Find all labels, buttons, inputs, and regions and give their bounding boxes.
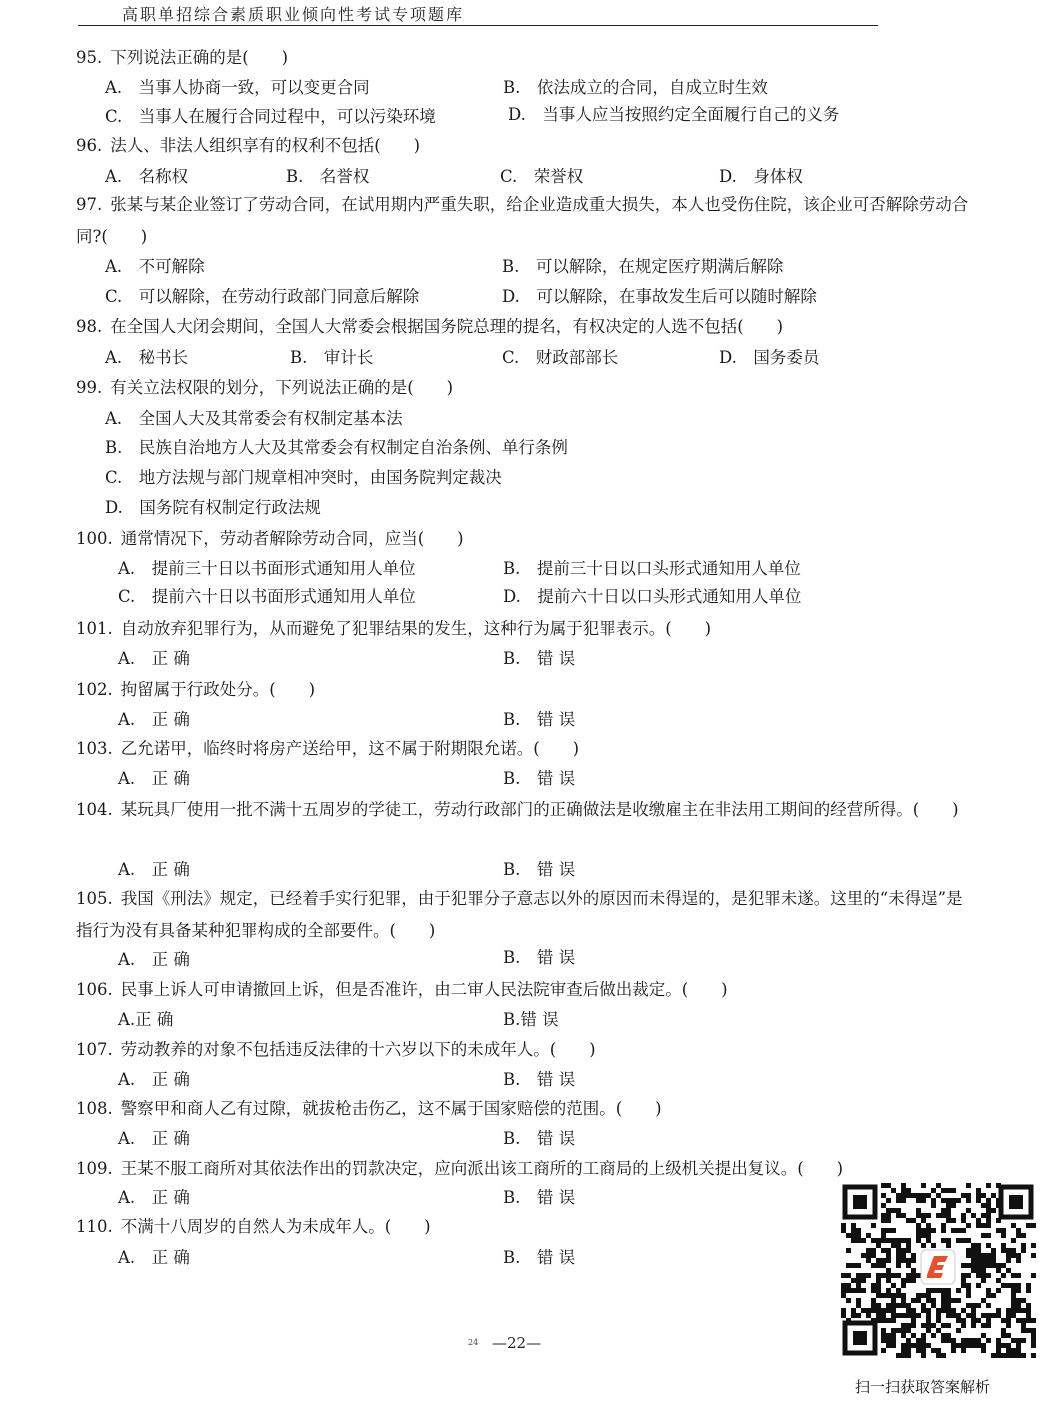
question-number: 103.: [76, 739, 113, 758]
question-number: 107.: [76, 1040, 113, 1059]
question-text: 警察甲和商人乙有过隙，就拔枪击伤乙，这不属于国家赔偿的范围。( ): [120, 1099, 662, 1118]
option-b: B. 可以解除，在规定医疗期满后解除: [502, 257, 784, 276]
option-d: D. 当事人应当按照约定全面履行自己的义务: [508, 105, 840, 124]
question-text: 通常情况下，劳动者解除劳动合同，应当( ): [120, 529, 464, 548]
question-number: 98.: [76, 317, 103, 336]
option-a: A. 正 确: [118, 1070, 190, 1089]
option-a: A.正 确: [118, 1010, 174, 1029]
question-number: 99.: [76, 378, 103, 397]
question-number: 101.: [76, 619, 113, 638]
option-a: A. 全国人大及其常委会有权制定基本法: [105, 409, 403, 428]
option-b: B. 错 误: [503, 1129, 576, 1148]
question-100: [76, 523, 981, 555]
option-a: A. 正 确: [118, 860, 190, 879]
question-text: 乙允诺甲，临终时将房产送给甲，这不属于附期限允诺。( ): [120, 739, 580, 758]
question-number: 97.: [76, 195, 103, 214]
question-text: 自动放弃犯罪行为，从而避免了犯罪结果的发生，这种行为属于犯罪表示。( ): [120, 619, 712, 638]
option-b: B. 依法成立的合同，自成立时生效: [503, 78, 768, 97]
question-text: 在全国人大闭会期间，全国人大常委会根据国务院总理的提名，有权决定的人选不包括( ): [110, 317, 784, 336]
option-b: B.错 误: [503, 1010, 559, 1029]
option-c: C. 财政部部长: [502, 348, 619, 367]
option-d: D. 可以解除，在事故发生后可以随时解除: [502, 287, 817, 306]
question-number: 109.: [76, 1159, 113, 1178]
option-b: B. 错 误: [503, 769, 576, 788]
question-text: 法人、非法人组织享有的权利不包括( ): [110, 136, 421, 155]
header-title: 高职单招综合素质职业倾向性考试专项题库: [122, 5, 465, 24]
option-b: B. 名誉权: [286, 167, 370, 186]
option-a: A. 正 确: [118, 950, 190, 969]
question-98: [76, 311, 981, 343]
option-d: D. 提前六十日以口头形式通知用人单位: [503, 587, 802, 606]
page-number: —22—: [492, 1334, 542, 1352]
question-text: 劳动教养的对象不包括违反法律的十六岁以下的未成年人。( ): [120, 1040, 596, 1059]
question-number: 95.: [76, 48, 103, 67]
option-b: B. 民族自治地方人大及其常委会有权制定自治条例、单行条例: [105, 438, 568, 457]
question-text: 下列说法正确的是( ): [110, 48, 289, 67]
option-a: A. 正 确: [118, 1129, 190, 1148]
question-text: 某玩具厂使用一批不满十五周岁的学徒工，劳动行政部门的正确做法是收缴雇主在非法用工期间的经营所得。( ): [120, 800, 959, 819]
question-number: 108.: [76, 1099, 113, 1118]
option-c: C. 地方法规与部门规章相冲突时，由国务院判定裁决: [105, 468, 502, 487]
option-c: C. 提前六十日以书面形式通知用人单位: [118, 587, 416, 606]
option-a: A. 正 确: [118, 1248, 190, 1267]
question-text: 拘留属于行政处分。( ): [120, 680, 316, 699]
option-d: D. 身体权: [719, 167, 803, 186]
question-number: 102.: [76, 680, 113, 699]
option-a: A. 不可解除: [105, 257, 205, 276]
question-text: 我国《刑法》规定，已经着手实行犯罪，由于犯罪分子意志以外的原因而未得逞的，是犯罪未遂。这里的“未得逞”是指行为没有具备某种犯罪构成的全部要件。( ): [76, 889, 963, 940]
option-a: A. 提前三十日以书面形式通知用人单位: [118, 559, 416, 578]
option-b: B. 错 误: [503, 649, 576, 668]
question-text: 张某与某企业签订了劳动合同，在试用期内严重失职，给企业造成重大损失，本人也受伤住院，该企业可否解除劳动合同?( ): [76, 195, 969, 246]
question-107: [76, 1034, 981, 1066]
question-106: [76, 974, 981, 1006]
qr-code[interactable]: [838, 1180, 1038, 1360]
question-99: [76, 372, 981, 404]
option-c: C. 当事人在履行合同过程中，可以污染环境: [105, 107, 436, 126]
question-96: [76, 130, 981, 162]
question-105: [76, 883, 971, 947]
option-a: A. 正 确: [118, 649, 190, 668]
option-b: B. 提前三十日以口头形式通知用人单位: [503, 559, 801, 578]
option-a: A. 秘书长: [105, 348, 189, 367]
qr-caption: 扫一扫获取答案解析: [855, 1378, 991, 1396]
option-d: D. 国务院有权制定行政法规: [105, 498, 321, 517]
option-a: A. 正 确: [118, 769, 190, 788]
option-b: B. 错 误: [503, 1188, 576, 1207]
option-a: A. 当事人协商一致，可以变更合同: [105, 78, 370, 97]
question-number: 105.: [76, 889, 113, 908]
option-a: A. 正 确: [118, 1188, 190, 1207]
option-b: B. 错 误: [503, 948, 576, 967]
question-104: [76, 794, 971, 826]
question-number: 110.: [76, 1217, 113, 1236]
question-number: 106.: [76, 980, 113, 999]
option-b: B. 错 误: [503, 1248, 576, 1267]
question-text: 民事上诉人可申请撤回上诉，但是否准许，由二审人民法院审查后做出裁定。( ): [120, 980, 728, 999]
page-marker: 24: [468, 1338, 479, 1347]
question-108: [76, 1093, 981, 1125]
option-c: C. 荣誉权: [500, 167, 584, 186]
question-text: 不满十八周岁的自然人为未成年人。( ): [120, 1217, 431, 1236]
question-103: [76, 733, 981, 765]
qr-code-icon: [838, 1180, 1038, 1360]
option-a: A. 正 确: [118, 710, 190, 729]
option-b: B. 错 误: [503, 1070, 576, 1089]
question-number: 96.: [76, 136, 103, 155]
question-text: 王某不服工商所对其依法作出的罚款决定，应向派出该工商所的工商局的上级机关提出复议。( ): [120, 1159, 844, 1178]
question-number: 104.: [76, 800, 113, 819]
option-b: B. 错 误: [503, 710, 576, 729]
header-divider: [78, 25, 878, 26]
question-text: 有关立法权限的划分，下列说法正确的是( ): [110, 378, 454, 397]
question-102: [76, 674, 981, 706]
option-b: B. 错 误: [503, 860, 576, 879]
question-101: [76, 613, 981, 645]
option-c: C. 可以解除，在劳动行政部门同意后解除: [105, 287, 420, 306]
option-a: A. 名称权: [105, 167, 189, 186]
option-b: B. 审计长: [290, 348, 374, 367]
question-number: 100.: [76, 529, 113, 548]
question-97: [76, 189, 976, 253]
question-95: [76, 42, 981, 74]
option-d: D. 国务委员: [719, 348, 820, 367]
